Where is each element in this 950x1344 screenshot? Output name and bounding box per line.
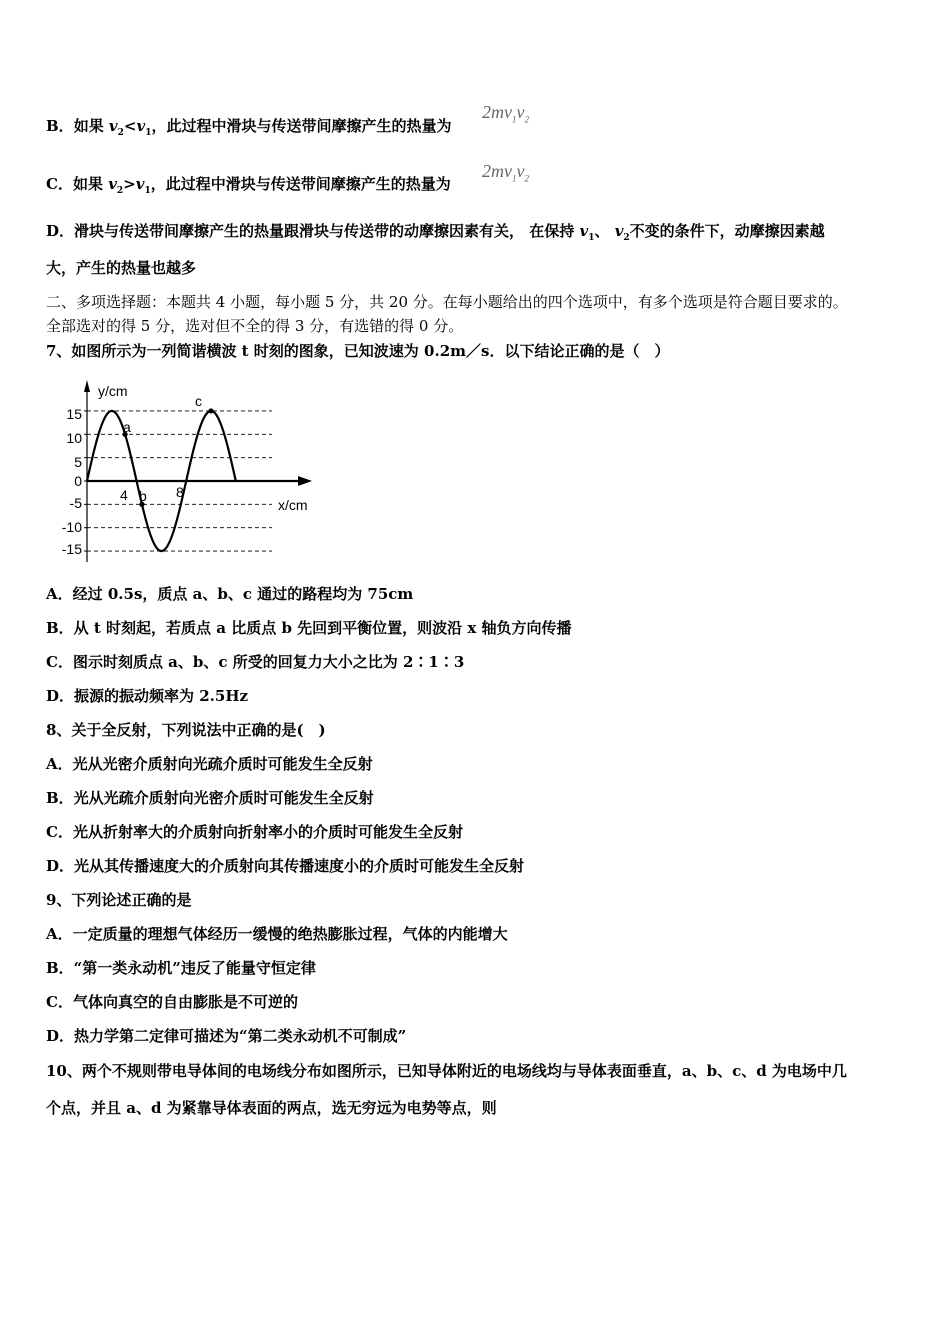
xtick-8: 8 — [176, 484, 184, 500]
q8-option-d: D．光从其传播速度大的介质射向其传播速度小的介质时可能发生全反射 — [46, 857, 525, 875]
section2-line2: 全部选对的得 5 分，选对但不全的得 3 分，有选错的得 0 分。 — [46, 317, 464, 335]
q8-option-a: A．光从光密介质射向光疏介质时可能发生全反射 — [46, 755, 373, 773]
formula-c: $2mv_1v_2$ — [482, 161, 529, 184]
q8-option-c: C．光从折射率大的介质射向折射率小的介质时可能发生全反射 — [46, 823, 463, 841]
ytick-0: 0 — [74, 473, 82, 489]
q7-option-c: C．图示时刻质点 a、b、c 所受的回复力大小之比为 2∶1∶3 — [46, 653, 465, 671]
q8-option-b: B．光从光疏介质射向光密介质时可能发生全反射 — [46, 789, 374, 807]
q9-stem: 9、下列论述正确的是 — [46, 891, 192, 909]
q7-option-a: A．经过 0.5s，质点 a、b、c 通过的路程均为 75cm — [46, 585, 414, 603]
x-axis-arrow — [298, 476, 312, 486]
point-c-marker — [208, 408, 213, 413]
ytick-neg5: -5 — [69, 495, 82, 511]
point-a-label: a — [123, 419, 131, 435]
ytick-5: 5 — [74, 454, 82, 470]
q9-option-d: D．热力学第二定律可描述为“第二类永动机不可制成” — [46, 1027, 407, 1045]
y-axis-arrow — [84, 380, 90, 392]
q9-option-c: C．气体向真空的自由膨胀是不可逆的 — [46, 993, 298, 1011]
wave-graph — [50, 372, 330, 567]
x-axis-label: x/cm — [278, 497, 308, 513]
option-c: C．如果 $v_2>v_1$，此过程中滑块与传送带间摩擦产生的热量为 — [46, 175, 451, 196]
formula-b: $2mv_1v_2$ — [482, 102, 529, 125]
ytick-neg10: -10 — [61, 519, 82, 535]
q7-option-d: D．振源的振动频率为 2.5Hz — [46, 687, 249, 705]
q9-option-b: B．“第一类永动机”违反了能量守恒定律 — [46, 959, 316, 977]
option-d-line1: D．滑块与传送带间摩擦产生的热量跟滑块与传送带的动摩擦因素有关， 在保持 $v_1$、 $v_2$不变的条件下，动摩擦因素越 — [46, 222, 825, 243]
section2-line1: 二、多项选择题：本题共 4 小题，每小题 5 分，共 20 分。在每小题给出的四个选项中，有多个选项是符合题目要求的。 — [46, 293, 848, 311]
ytick-neg15: -15 — [61, 541, 82, 557]
y-axis-label: y/cm — [98, 383, 128, 399]
q8-stem: 8、关于全反射，下列说法中正确的是( ) — [46, 721, 326, 739]
q9-option-a: A．一定质量的理想气体经历一缓慢的绝热膨胀过程，气体的内能增大 — [46, 925, 508, 943]
option-b: B．如果 $v_2<v_1$，此过程中滑块与传送带间摩擦产生的热量为 — [46, 117, 452, 138]
ytick-10: 10 — [66, 430, 82, 446]
option-d-line2: 大，产生的热量也越多 — [46, 259, 197, 277]
q10-line2: 个点，并且 a、d 为紧靠导体表面的两点，选无穷远为电势等点，则 — [46, 1099, 497, 1117]
q10-line1: 10、两个不规则带电导体间的电场线分布如图所示，已知导体附近的电场线均与导体表面垂直，a、b、c、d 为电场中几 — [46, 1062, 847, 1080]
q7-stem: 7、如图所示为一列简谐横波 t 时刻的图象，已知波速为 0.2m／s．以下结论正确的是（ ） — [46, 342, 670, 360]
point-c-label: c — [195, 393, 202, 409]
q7-option-b: B．从 t 时刻起，若质点 a 比质点 b 先回到平衡位置，则波沿 x 轴负方向传播 — [46, 619, 572, 637]
ytick-15: 15 — [66, 406, 82, 422]
xtick-4: 4 — [120, 487, 128, 503]
point-b-label: b — [139, 488, 147, 504]
